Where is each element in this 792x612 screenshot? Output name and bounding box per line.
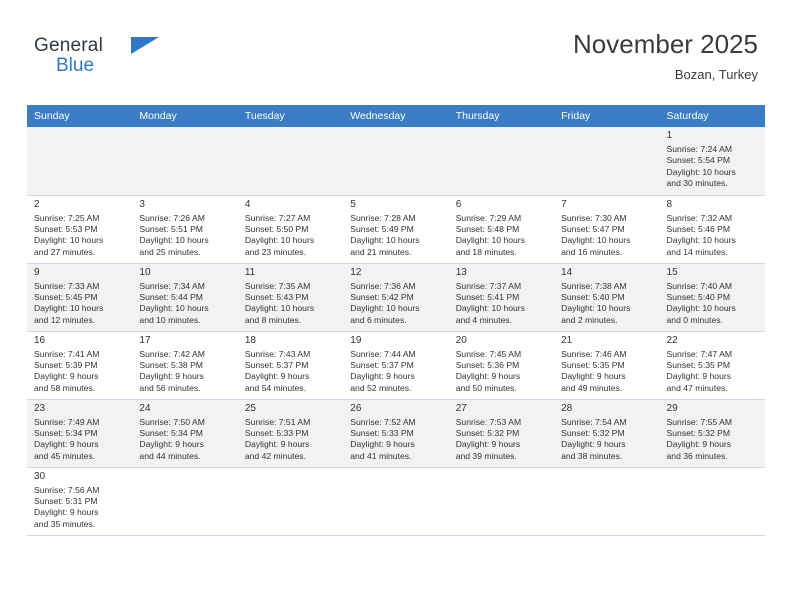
day-number: 8: [666, 198, 673, 210]
day-info: [34, 417, 126, 463]
day-info: [667, 213, 759, 259]
day-info: [245, 213, 337, 259]
day-info-line: Sunset: 5:41 PM: [455, 291, 520, 302]
day-info-line: Daylight: 9 hours: [244, 439, 310, 450]
day-info-line: Sunset: 5:35 PM: [561, 359, 625, 370]
day-info-line: Sunset: 5:43 PM: [244, 291, 309, 302]
day-number: 30: [34, 470, 46, 482]
day-number: 23: [34, 402, 46, 414]
day-info-line: Sunset: 5:50 PM: [244, 223, 309, 234]
day-info-line: Daylight: 10 hours: [139, 235, 209, 246]
day-info-line: Daylight: 9 hours: [561, 371, 626, 382]
day-info: [245, 281, 337, 327]
weekday-header-monday: Monday: [132, 105, 237, 127]
day-info-line: and 10 minutes.: [139, 314, 201, 325]
calendar-cell-day: [660, 127, 765, 195]
day-info-line: Sunrise: 7:53 AM: [455, 416, 522, 427]
day-info-line: and 52 minutes.: [350, 382, 412, 393]
page-title: November 2025: [573, 29, 758, 59]
day-info-line: Daylight: 10 hours: [34, 303, 104, 314]
day-number: 7: [561, 198, 567, 210]
day-info-line: Daylight: 10 hours: [350, 303, 420, 314]
day-info-line: and 25 minutes.: [139, 246, 201, 257]
day-info-line: and 41 minutes.: [350, 450, 412, 461]
day-number: 27: [455, 402, 467, 414]
day-info: [667, 281, 759, 327]
day-info-line: Sunset: 5:34 PM: [139, 427, 203, 438]
day-info-line: Sunset: 5:46 PM: [666, 223, 731, 234]
day-info: [350, 213, 442, 259]
calendar-cell-empty: [238, 127, 343, 195]
day-info-line: Sunset: 5:34 PM: [34, 427, 98, 438]
flag-icon: [131, 37, 159, 54]
day-info-line: Sunset: 5:32 PM: [561, 427, 625, 438]
calendar-cell-day: [132, 263, 237, 331]
day-info-line: Daylight: 9 hours: [34, 507, 99, 518]
day-info-line: Daylight: 9 hours: [139, 439, 204, 450]
calendar-body: [27, 127, 765, 535]
weekday-header-thursday: Thursday: [449, 105, 554, 127]
day-info: [456, 349, 548, 395]
day-info-line: Sunset: 5:42 PM: [350, 291, 414, 302]
day-info-line: and 23 minutes.: [244, 246, 306, 257]
day-number: 16: [34, 334, 46, 346]
day-number: 2: [34, 198, 40, 210]
day-info-line: Sunset: 5:31 PM: [34, 495, 98, 506]
day-info-line: Sunrise: 7:24 AM: [666, 144, 732, 154]
calendar-cell-day: [660, 331, 765, 399]
day-info-line: Sunrise: 7:38 AM: [561, 280, 627, 291]
day-info-line: Daylight: 10 hours: [34, 235, 104, 246]
calendar-cell-day: [343, 399, 448, 467]
day-info-line: and 58 minutes.: [34, 382, 96, 393]
calendar-cell-day: [449, 263, 554, 331]
day-number: 13: [455, 266, 467, 278]
day-number: 11: [244, 266, 256, 278]
calendar-cell-day: [27, 467, 132, 535]
day-info-line: Daylight: 10 hours: [455, 303, 525, 314]
weekday-header-sunday: Sunday: [27, 105, 132, 127]
day-info-line: and 18 minutes.: [455, 246, 517, 257]
day-info: [350, 417, 442, 463]
day-info-line: Sunset: 5:38 PM: [139, 359, 203, 370]
calendar-cell-day: [238, 263, 343, 331]
day-info: [561, 417, 653, 463]
day-number: 15: [666, 266, 678, 278]
day-info-line: Sunset: 5:53 PM: [34, 223, 98, 234]
weekday-header-saturday: Saturday: [660, 105, 765, 127]
calendar-cell-day: [27, 399, 132, 467]
day-number: 24: [139, 402, 151, 414]
day-info-line: Daylight: 9 hours: [455, 439, 521, 450]
calendar-cell-day: [238, 331, 343, 399]
day-info-line: Daylight: 9 hours: [244, 371, 310, 382]
day-info-line: and 4 minutes.: [455, 314, 513, 325]
day-info-line: Daylight: 9 hours: [34, 371, 99, 382]
calendar-week-row: [27, 195, 765, 263]
day-info-line: Sunrise: 7:27 AM: [244, 212, 311, 223]
day-info-line: Daylight: 10 hours: [350, 235, 420, 246]
day-info-line: and 8 minutes.: [244, 314, 302, 325]
calendar-cell-day: [554, 263, 659, 331]
day-info-line: Sunrise: 7:54 AM: [561, 416, 627, 427]
day-info-line: Sunrise: 7:26 AM: [139, 212, 205, 223]
calendar-cell-day: [27, 331, 132, 399]
calendar-cell-day: [343, 331, 448, 399]
day-number: 5: [350, 198, 356, 210]
calendar-cell-day: [132, 399, 237, 467]
day-info-line: Sunset: 5:44 PM: [139, 291, 203, 302]
weekday-header-friday: Friday: [554, 105, 659, 127]
day-info: [456, 281, 548, 327]
day-number: 19: [350, 334, 362, 346]
day-info-line: Sunset: 5:40 PM: [666, 291, 731, 302]
day-info-line: Sunrise: 7:52 AM: [350, 416, 416, 427]
day-info: [667, 144, 759, 190]
day-info-line: and 42 minutes.: [244, 450, 306, 461]
calendar-cell-empty: [554, 127, 659, 195]
calendar-cell-day: [554, 195, 659, 263]
day-info-line: Daylight: 10 hours: [666, 303, 736, 314]
day-info-line: and 49 minutes.: [561, 382, 623, 393]
day-info-line: Sunrise: 7:30 AM: [561, 212, 627, 223]
day-info: [667, 349, 759, 395]
day-info-line: and 36 minutes.: [666, 450, 728, 461]
day-info: [456, 417, 548, 463]
day-info-line: Sunrise: 7:37 AM: [455, 280, 522, 291]
day-number: 26: [350, 402, 362, 414]
calendar-cell-day: [449, 195, 554, 263]
day-info: [456, 213, 548, 259]
day-number: 28: [561, 402, 573, 414]
day-info-line: Sunset: 5:32 PM: [666, 427, 731, 438]
day-info: [667, 417, 759, 463]
day-number: 12: [350, 266, 362, 278]
day-info-line: Sunrise: 7:42 AM: [139, 348, 205, 359]
day-info-line: and 21 minutes.: [350, 246, 412, 257]
day-info-line: Sunset: 5:48 PM: [455, 223, 520, 234]
day-info-line: Sunrise: 7:50 AM: [139, 416, 205, 427]
calendar-cell-empty: [449, 467, 554, 535]
calendar-table: [27, 105, 765, 536]
day-info-line: and 35 minutes.: [34, 518, 96, 529]
day-number: 22: [666, 334, 678, 346]
day-info-line: Sunrise: 7:32 AM: [666, 212, 732, 223]
day-number: 25: [244, 402, 256, 414]
day-info-line: Sunrise: 7:34 AM: [139, 280, 205, 291]
calendar-cell-day: [660, 263, 765, 331]
day-info-line: Sunset: 5:37 PM: [244, 359, 309, 370]
day-info-line: Sunset: 5:35 PM: [666, 359, 731, 370]
day-info-line: and 30 minutes.: [666, 178, 728, 189]
day-number: 1: [666, 130, 673, 141]
calendar-cell-empty: [660, 467, 765, 535]
day-info-line: Daylight: 10 hours: [666, 235, 736, 246]
day-info: [139, 213, 231, 259]
day-info-line: Daylight: 10 hours: [561, 235, 631, 246]
logo-text-blue: Blue: [56, 55, 95, 76]
day-info-line: Sunrise: 7:55 AM: [666, 416, 732, 427]
day-number: 14: [561, 266, 573, 278]
day-info: [34, 281, 126, 327]
location-label: Bozan, Turkey: [674, 67, 758, 82]
day-number: 3: [139, 198, 145, 210]
page-header: [34, 28, 758, 98]
day-info: [34, 213, 126, 259]
day-info-line: and 2 minutes.: [561, 314, 618, 325]
calendar-cell-empty: [554, 467, 659, 535]
day-info-line: Daylight: 9 hours: [139, 371, 204, 382]
day-number: 9: [34, 266, 40, 278]
day-info-line: Sunrise: 7:25 AM: [34, 212, 100, 223]
day-info-line: Sunrise: 7:41 AM: [34, 348, 100, 359]
day-info-line: and 47 minutes.: [666, 382, 728, 393]
day-info-line: and 38 minutes.: [561, 450, 623, 461]
day-info-line: Sunrise: 7:45 AM: [455, 348, 522, 359]
calendar-cell-day: [132, 331, 237, 399]
day-info-line: Daylight: 9 hours: [350, 439, 415, 450]
day-info-line: Daylight: 10 hours: [561, 303, 631, 314]
day-info: [561, 213, 653, 259]
calendar-cell-day: [132, 195, 237, 263]
calendar-cell-day: [238, 195, 343, 263]
day-info-line: Daylight: 10 hours: [139, 303, 209, 314]
calendar-cell-day: [554, 399, 659, 467]
day-info: [350, 281, 442, 327]
calendar-week-row: [27, 467, 765, 535]
day-info-line: and 12 minutes.: [34, 314, 96, 325]
day-info-line: Sunset: 5:45 PM: [34, 291, 98, 302]
day-info: [34, 485, 126, 531]
calendar-cell-day: [343, 263, 448, 331]
day-number: 18: [244, 334, 256, 346]
day-info-line: and 14 minutes.: [666, 246, 728, 257]
day-info-line: and 50 minutes.: [455, 382, 517, 393]
day-info-line: Sunset: 5:33 PM: [244, 427, 309, 438]
day-info-line: Sunrise: 7:35 AM: [244, 280, 311, 291]
day-info-line: Daylight: 10 hours: [244, 303, 315, 314]
calendar-cell-day: [238, 399, 343, 467]
day-info-line: and 16 minutes.: [561, 246, 623, 257]
day-info-line: Sunset: 5:32 PM: [455, 427, 520, 438]
day-info-line: Sunrise: 7:40 AM: [666, 280, 732, 291]
calendar-cell-empty: [343, 467, 448, 535]
day-info-line: Sunrise: 7:29 AM: [455, 212, 522, 223]
day-info-line: Sunset: 5:39 PM: [34, 359, 98, 370]
day-number: 6: [455, 198, 462, 210]
calendar-week-row: [27, 263, 765, 331]
day-info-line: Sunset: 5:33 PM: [350, 427, 414, 438]
calendar-cell-day: [449, 399, 554, 467]
day-info-line: and 0 minutes.: [666, 314, 723, 325]
day-info: [561, 349, 653, 395]
logo-text-general: General: [34, 35, 103, 56]
logo[interactable]: [34, 36, 164, 88]
day-info: [245, 417, 337, 463]
day-info-line: and 56 minutes.: [139, 382, 201, 393]
calendar-week-row: [27, 127, 765, 195]
day-info: [350, 349, 442, 395]
calendar-cell-empty: [132, 467, 237, 535]
day-info-line: Sunrise: 7:47 AM: [666, 348, 732, 359]
day-info-line: and 54 minutes.: [244, 382, 306, 393]
calendar-week-row: [27, 331, 765, 399]
calendar-cell-day: [449, 331, 554, 399]
day-number: 4: [244, 198, 251, 210]
day-info-line: and 27 minutes.: [34, 246, 96, 257]
day-number: 29: [666, 402, 678, 414]
day-info-line: Sunrise: 7:43 AM: [244, 348, 311, 359]
title-block: [573, 28, 758, 82]
day-info-line: Sunrise: 7:46 AM: [561, 348, 627, 359]
day-info-line: Daylight: 10 hours: [666, 166, 736, 177]
day-info-line: Sunset: 5:37 PM: [350, 359, 414, 370]
weekday-header-tuesday: Tuesday: [238, 105, 343, 127]
day-info-line: Sunrise: 7:44 AM: [350, 348, 416, 359]
day-info-line: Sunset: 5:36 PM: [455, 359, 520, 370]
day-info: [34, 349, 126, 395]
day-info-line: Sunrise: 7:28 AM: [350, 212, 416, 223]
day-info-line: Sunset: 5:49 PM: [350, 223, 414, 234]
day-info-line: and 44 minutes.: [139, 450, 201, 461]
day-info-line: and 45 minutes.: [34, 450, 96, 461]
day-number: 20: [455, 334, 467, 346]
weekday-header-row: [27, 105, 765, 127]
day-info: [245, 349, 337, 395]
calendar-cell-day: [660, 399, 765, 467]
calendar-cell-day: [660, 195, 765, 263]
calendar-cell-empty: [27, 127, 132, 195]
day-info-line: Sunrise: 7:49 AM: [34, 416, 100, 427]
day-info: [139, 281, 231, 327]
day-number: 21: [561, 334, 573, 346]
day-number: 10: [139, 266, 151, 278]
day-info-line: Sunset: 5:47 PM: [561, 223, 625, 234]
calendar-cell-empty: [449, 127, 554, 195]
calendar-cell-empty: [343, 127, 448, 195]
calendar-cell-day: [27, 195, 132, 263]
day-info-line: Daylight: 9 hours: [34, 439, 99, 450]
day-number: 17: [139, 334, 151, 346]
day-info-line: Sunrise: 7:33 AM: [34, 280, 100, 291]
day-info-line: Daylight: 9 hours: [666, 439, 732, 450]
calendar-cell-day: [343, 195, 448, 263]
calendar-cell-empty: [238, 467, 343, 535]
day-info-line: Sunrise: 7:36 AM: [350, 280, 416, 291]
day-info: [139, 417, 231, 463]
day-info: [139, 349, 231, 395]
day-info-line: Sunset: 5:51 PM: [139, 223, 203, 234]
day-info-line: Sunrise: 7:56 AM: [34, 484, 100, 495]
day-info-line: and 6 minutes.: [350, 314, 407, 325]
weekday-header-wednesday: Wednesday: [343, 105, 448, 127]
day-info-line: Sunset: 5:40 PM: [561, 291, 625, 302]
calendar-cell-day: [554, 331, 659, 399]
day-info-line: Daylight: 10 hours: [244, 235, 315, 246]
day-info-line: Daylight: 10 hours: [455, 235, 525, 246]
day-info-line: Daylight: 9 hours: [350, 371, 415, 382]
day-info-line: Sunset: 5:54 PM: [666, 155, 731, 166]
calendar-week-row: [27, 399, 765, 467]
day-info-line: Daylight: 9 hours: [666, 371, 732, 382]
calendar-cell-empty: [132, 127, 237, 195]
day-info: [561, 281, 653, 327]
day-info-line: Sunrise: 7:51 AM: [244, 416, 311, 427]
day-info-line: Daylight: 9 hours: [561, 439, 626, 450]
day-info-line: Daylight: 9 hours: [455, 371, 521, 382]
calendar-cell-day: [27, 263, 132, 331]
day-info-line: and 39 minutes.: [455, 450, 517, 461]
